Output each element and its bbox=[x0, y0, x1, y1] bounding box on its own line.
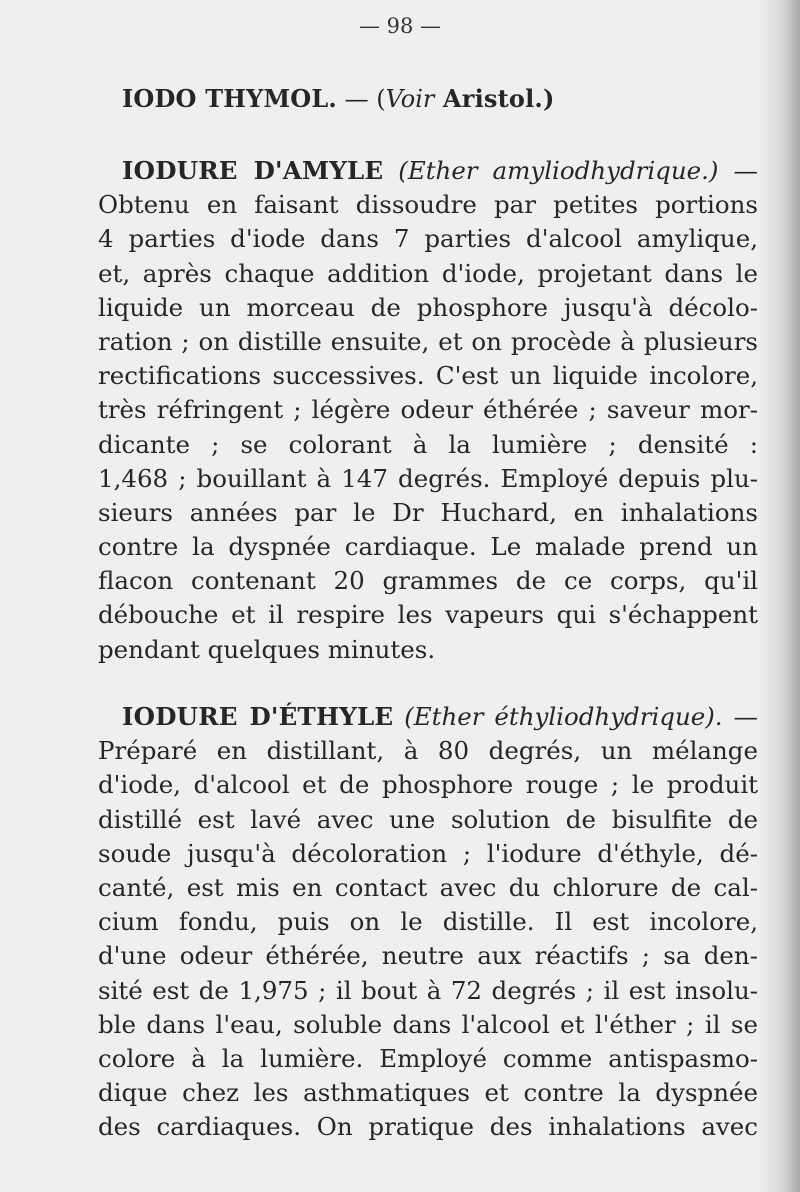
text-line: et, après chaque addition d'iode, projetant dans le bbox=[98, 258, 758, 288]
page-number: — 98 — bbox=[358, 14, 442, 38]
text-line: colore à la lumière. Employé comme antispasmo- bbox=[98, 1043, 758, 1073]
text-line: contre la dyspnée cardiaque. Le malade prend un bbox=[98, 532, 758, 562]
entry-iodure-amyle bbox=[98, 154, 758, 667]
text-line: dicante ; se colorant à la lumière ; densité : bbox=[98, 429, 758, 459]
entry-heading: IODO THYMOL. bbox=[122, 84, 337, 113]
entry-dash: — ( bbox=[336, 85, 386, 113]
entry-synonym: (Ether amyliodhydrique.) bbox=[398, 156, 719, 185]
text-line: canté, est mis en contact avec du chlorure de cal- bbox=[98, 872, 758, 902]
text-line: ble dans l'eau, soluble dans l'alcool et l'éther ; il se bbox=[98, 1009, 758, 1039]
text-line: liquide un morceau de phosphore jusqu'à décolo- bbox=[98, 292, 758, 322]
text-line: 4 parties d'iode dans 7 parties d'alcool amylique, bbox=[98, 224, 758, 254]
entry-heading: IODURE D'ÉTHYLE bbox=[122, 702, 394, 731]
text-line: très réfringent ; légère odeur éthérée ; saveur mor- bbox=[98, 395, 758, 425]
text-line: Obtenu en faisant dissoudre par petites portions bbox=[98, 190, 758, 220]
text-line: ration ; on distille ensuite, et on procède à plusieurs bbox=[98, 326, 758, 356]
entry-iodo-thymol bbox=[122, 84, 555, 113]
text-line: d'une odeur éthérée, neutre aux réactifs ; sa den- bbox=[98, 941, 758, 971]
entry-synonym: (Ether éthyliodhydrique). bbox=[404, 702, 723, 731]
entry-dash: — bbox=[722, 702, 758, 731]
text-line: des cardiaques. On pratique des inhalations avec bbox=[98, 1112, 758, 1142]
text-line: rectifications successives. C'est un liquide incolore, bbox=[98, 361, 758, 391]
entry-dash: — bbox=[718, 156, 758, 185]
text-line: distillé est lavé avec une solution de bisulfite de bbox=[98, 804, 758, 834]
text-line: sieurs années par le Dr Huchard, en inhalations bbox=[98, 497, 758, 527]
text-line: flacon contenant 20 grammes de ce corps, qu'il bbox=[98, 566, 758, 596]
text-line: Préparé en distillant, à 80 degrés, un mélange bbox=[98, 736, 758, 766]
page-edge-shadow bbox=[758, 0, 800, 1192]
text-line: dique chez les asthmatiques et contre la dyspnée bbox=[98, 1078, 758, 1108]
text-line: débouche et il respire les vapeurs qui s'échappent bbox=[98, 600, 758, 630]
text-line: 1,468 ; bouillant à 147 degrés. Employé depuis plu- bbox=[98, 463, 758, 493]
entry-heading-line bbox=[98, 154, 758, 188]
text-line: soude jusqu'à décoloration ; l'iodure d'éthyle, dé- bbox=[98, 838, 758, 868]
text-line: pendant quelques minutes. bbox=[98, 634, 436, 664]
text-line: sité est de 1,975 ; il bout à 72 degrés ; il est insolu- bbox=[98, 975, 758, 1005]
entry-italic-ref: Voir bbox=[385, 85, 435, 113]
text-line: cium fondu, puis on le distille. Il est incolore, bbox=[98, 907, 758, 937]
entry-heading-line bbox=[98, 700, 758, 734]
entry-iodure-ethyle bbox=[98, 700, 758, 1144]
entry-ref-target: Aristol.) bbox=[434, 84, 555, 113]
entry-heading: IODURE D'AMYLE bbox=[122, 156, 384, 185]
text-line: d'iode, d'alcool et de phosphore rouge ; le produit bbox=[98, 770, 758, 800]
